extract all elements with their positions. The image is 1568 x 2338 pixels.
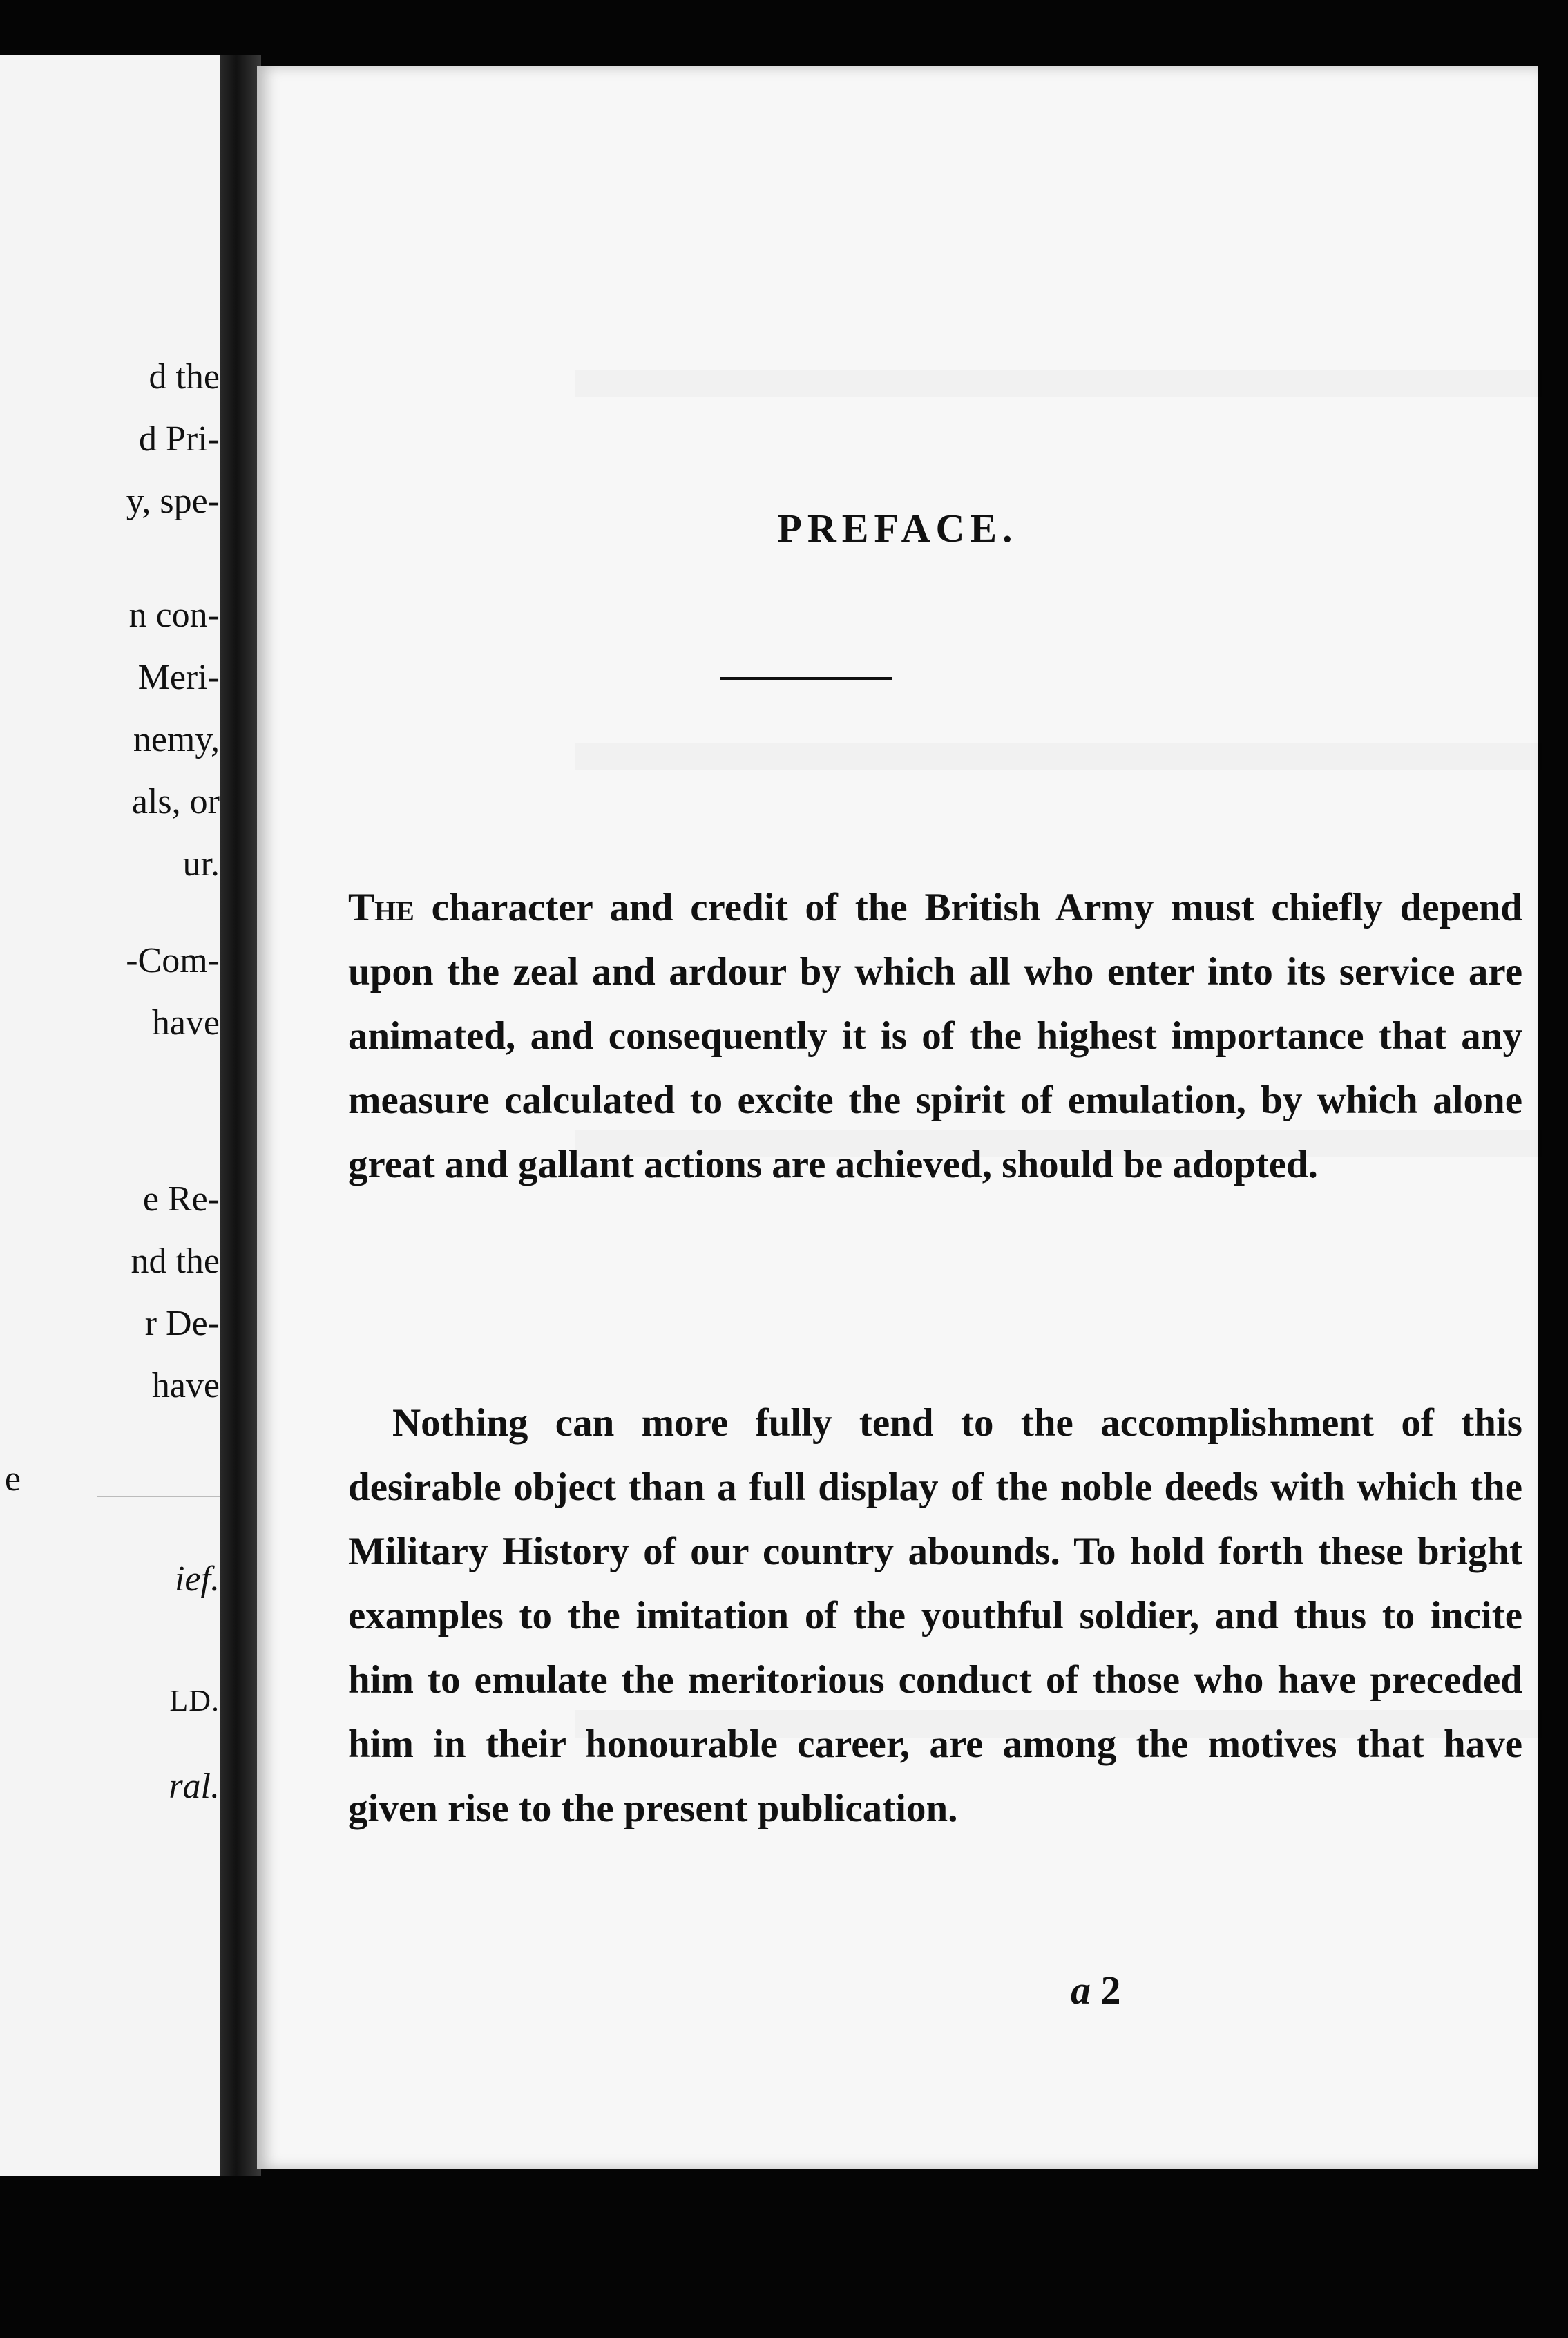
left-line-13: r De- xyxy=(144,1304,220,1343)
show-through-line xyxy=(575,743,1542,770)
left-line-11: e Re- xyxy=(142,1179,220,1219)
left-line-4: n con- xyxy=(128,596,220,635)
left-line-14: have xyxy=(151,1366,220,1405)
left-divider xyxy=(97,1496,235,1497)
left-line-10: have xyxy=(151,1003,220,1043)
left-line-9: -Com- xyxy=(126,941,220,980)
left-line-16: ief. xyxy=(175,1559,220,1599)
left-line-3: y, spe- xyxy=(126,482,220,521)
preface-page xyxy=(257,66,1538,2169)
left-line-5: Meri- xyxy=(137,658,220,697)
left-line-17: LD. xyxy=(169,1684,220,1718)
left-line-6: nemy, xyxy=(133,720,220,759)
previous-page-fragment xyxy=(0,55,235,2176)
page-title: PREFACE. xyxy=(777,506,1018,551)
signature-mark xyxy=(1071,1967,1121,2013)
paragraph-1 xyxy=(348,875,1522,1197)
paragraph-lead-word: The xyxy=(348,886,414,929)
paragraph-2 xyxy=(348,1391,1522,1841)
left-line-1: d the xyxy=(149,357,220,397)
signature-number: 2 xyxy=(1100,1968,1121,2013)
left-line-8: ur. xyxy=(182,844,220,884)
book-gutter xyxy=(220,55,261,2176)
title-rule xyxy=(720,677,892,680)
signature-letter: a xyxy=(1071,1968,1091,2013)
left-line-12: nd the xyxy=(131,1242,220,1281)
left-line-2: d Pri- xyxy=(139,419,220,459)
left-line-7: als, or xyxy=(131,782,220,821)
paragraph-text: Nothing can more fully tend to the accomplishment of this desirable object than a full display of the noble deeds with which the Military History of our country abounds. To hold forth these bright examples to the imitation of the youthful soldier, and thus to incite him to emulate the meritorious conduct of those who have preceded him in their honourable career, are among the motives that have given rise to the present publication. xyxy=(348,1401,1522,1830)
show-through-line xyxy=(575,370,1542,397)
left-line-18: ral. xyxy=(169,1767,220,1806)
paragraph-text: character and credit of the British Army must chiefly depend upon the zeal and ardour by which all who enter into its service are animated, and consequently it is of the highest importance that any measure calculated to excite the spirit of emulation, by which alone great and gallant actions are achieved, should be adopted. xyxy=(348,886,1522,1186)
left-line-15: e xyxy=(4,1459,21,1499)
